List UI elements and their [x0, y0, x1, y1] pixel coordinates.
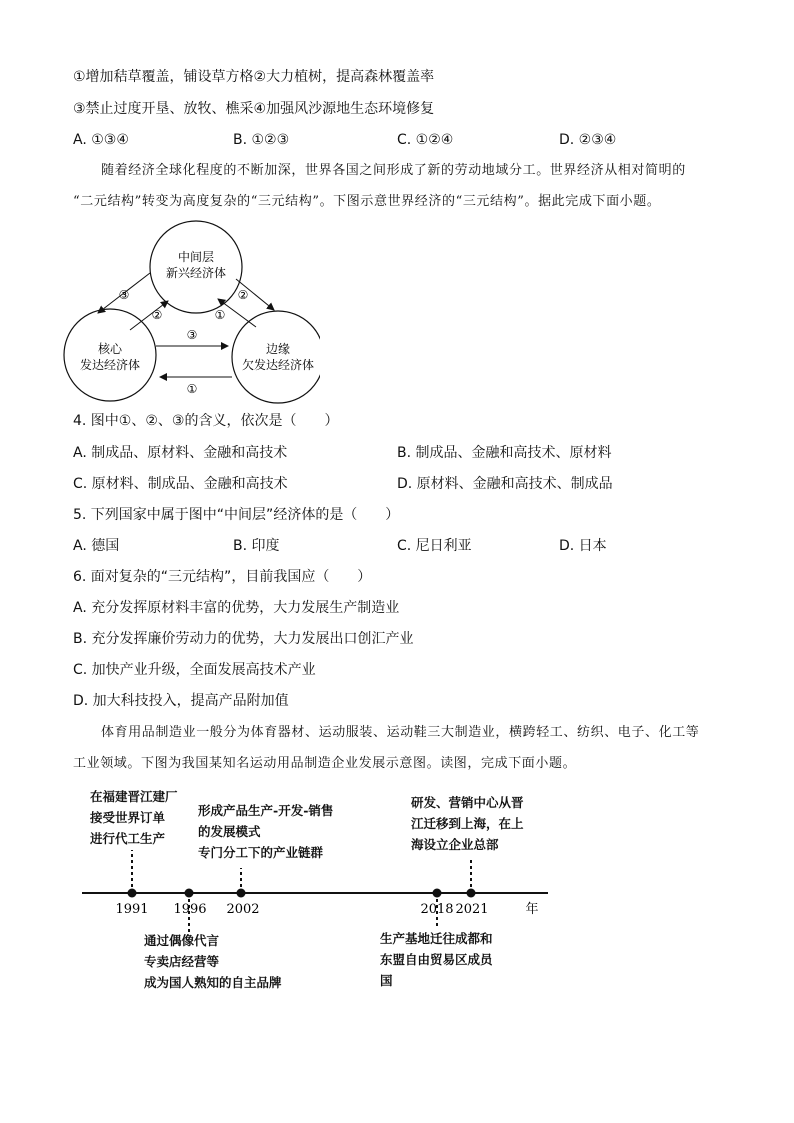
intro1-line1: 随着经济全球化程度的不断加深，世界各国之间形成了新的劳动地域分工。世界经济从相对简明的 [101, 163, 686, 178]
event-1996-line2: 专卖店经营等 [144, 954, 220, 969]
event-2002-line3: 专门分工下的产业链群 [198, 845, 324, 860]
q5-stem: 5. 下列国家中属于图中“中间层”经济体的是（ ） [73, 507, 400, 523]
label-core-to-periphery: ③ [186, 328, 198, 342]
intro1-line2: “二元结构”转变为高度复杂的“三元结构”。下图示意世界经济的“三元结构”。据此完成下面小题。 [73, 194, 661, 209]
statement-2: ③禁止过度开垦、放牧、樵采④加强风沙源地生态环境修复 [73, 101, 435, 117]
label-top-to-periphery: ② [237, 288, 249, 302]
q4-option-b[interactable]: B. 制成品、金融和高技术、原材料 [397, 445, 612, 461]
dot-1991 [128, 889, 137, 898]
middle-tier-label1: 中间层 [177, 250, 215, 264]
event-1991 [90, 786, 178, 849]
dot-1996 [185, 889, 194, 898]
q5-option-b[interactable]: B. 印度 [233, 538, 280, 554]
label-core-to-top: ② [151, 308, 163, 322]
year-unit: 年 [525, 902, 539, 917]
label-periphery-to-core: ① [186, 382, 198, 396]
periphery-circle [232, 311, 320, 403]
event-2018-line2: 东盟自由贸易区成员 [380, 952, 493, 967]
event-2002-line2: 的发展模式 [198, 824, 261, 839]
q4-option-a[interactable]: A. 制成品、原材料、金融和高技术 [73, 445, 288, 461]
statement-1: ①增加秸草覆盖，铺设草方格②大力植树，提高森林覆盖率 [73, 69, 435, 85]
event-2021-line1: 研发、营销中心从晋 [411, 795, 524, 810]
year-2002: 2002 [226, 902, 260, 917]
intro2-line2: 工业领域。下图为我国某知名运动用品制造企业发展示意图。读图，完成下面小题。 [73, 756, 577, 771]
three-tier-diagram [60, 215, 320, 405]
q5-option-c[interactable]: C. 尼日利亚 [397, 538, 472, 554]
event-2021-line3: 海设立企业总部 [411, 837, 499, 852]
q6-stem: 6. 面对复杂的“三元结构”，目前我国应（ ） [73, 569, 372, 585]
prev-option-a: A. ①③④ [73, 132, 129, 148]
q4-option-d[interactable]: D. 原材料、金融和高技术、制成品 [397, 476, 613, 492]
event-1996 [144, 930, 282, 993]
prev-option-d: D. ②③④ [559, 132, 617, 148]
intro2-line1: 体育用品制造业一般分为体育器材、运动服装、运动鞋三大制造业，横跨轻工、纺织、电子、化工等 [101, 725, 700, 740]
dot-2021 [467, 889, 476, 898]
event-2018-line3: 国 [380, 973, 393, 988]
event-1991-line1: 在福建晋江建厂 [90, 789, 178, 804]
prev-option-c: C. ①②④ [397, 132, 454, 148]
q4-stem: 4. 图中①、②、③的含义，依次是（ ） [73, 413, 339, 429]
label-periphery-to-top: ① [214, 308, 226, 322]
year-1991: 1991 [115, 902, 149, 917]
q6-option-a[interactable]: A. 充分发挥原材料丰富的优势，大力发展生产制造业 [73, 600, 400, 616]
core-label1: 核心 [97, 342, 123, 356]
q6-option-b[interactable]: B. 充分发挥廉价劳动力的优势，大力发展出口创汇产业 [73, 631, 414, 647]
year-2018: 2018 [420, 902, 454, 917]
event-1996-line1: 通过偶像代言 [144, 933, 220, 948]
event-2002-line1: 形成产品生产-开发-销售 [198, 803, 334, 818]
year-2021: 2021 [455, 902, 489, 917]
q6-option-d[interactable]: D. 加大科技投入，提高产品附加值 [73, 693, 289, 709]
event-2002 [198, 800, 333, 863]
event-2018 [380, 928, 493, 991]
prev-option-b: B. ①②③ [233, 132, 290, 148]
q5-option-d[interactable]: D. 日本 [559, 538, 607, 554]
periphery-label1: 边缘 [265, 342, 291, 356]
event-1991-line2: 接受世界订单 [90, 810, 166, 825]
event-2021-line2: 江迁移到上海，在上 [411, 816, 524, 831]
dot-2018 [433, 889, 442, 898]
q5-option-a[interactable]: A. 德国 [73, 538, 120, 554]
year-1996: 1996 [173, 902, 207, 917]
middle-tier-label2: 新兴经济体 [165, 266, 227, 280]
dot-2002 [237, 889, 246, 898]
q6-option-c[interactable]: C. 加快产业升级，全面发展高技术产业 [73, 662, 316, 678]
q4-option-c[interactable]: C. 原材料、制成品、金融和高技术 [73, 476, 288, 492]
event-1996-line3: 成为国人熟知的自主品牌 [144, 975, 282, 990]
event-2018-line1: 生产基地迁往成都和 [380, 931, 493, 946]
periphery-label2: 欠发达经济体 [241, 358, 315, 372]
event-2021 [411, 792, 524, 855]
event-1991-line3: 进行代工生产 [90, 831, 166, 846]
label-top-to-core: ③ [118, 288, 130, 302]
core-label2: 发达经济体 [79, 358, 141, 372]
